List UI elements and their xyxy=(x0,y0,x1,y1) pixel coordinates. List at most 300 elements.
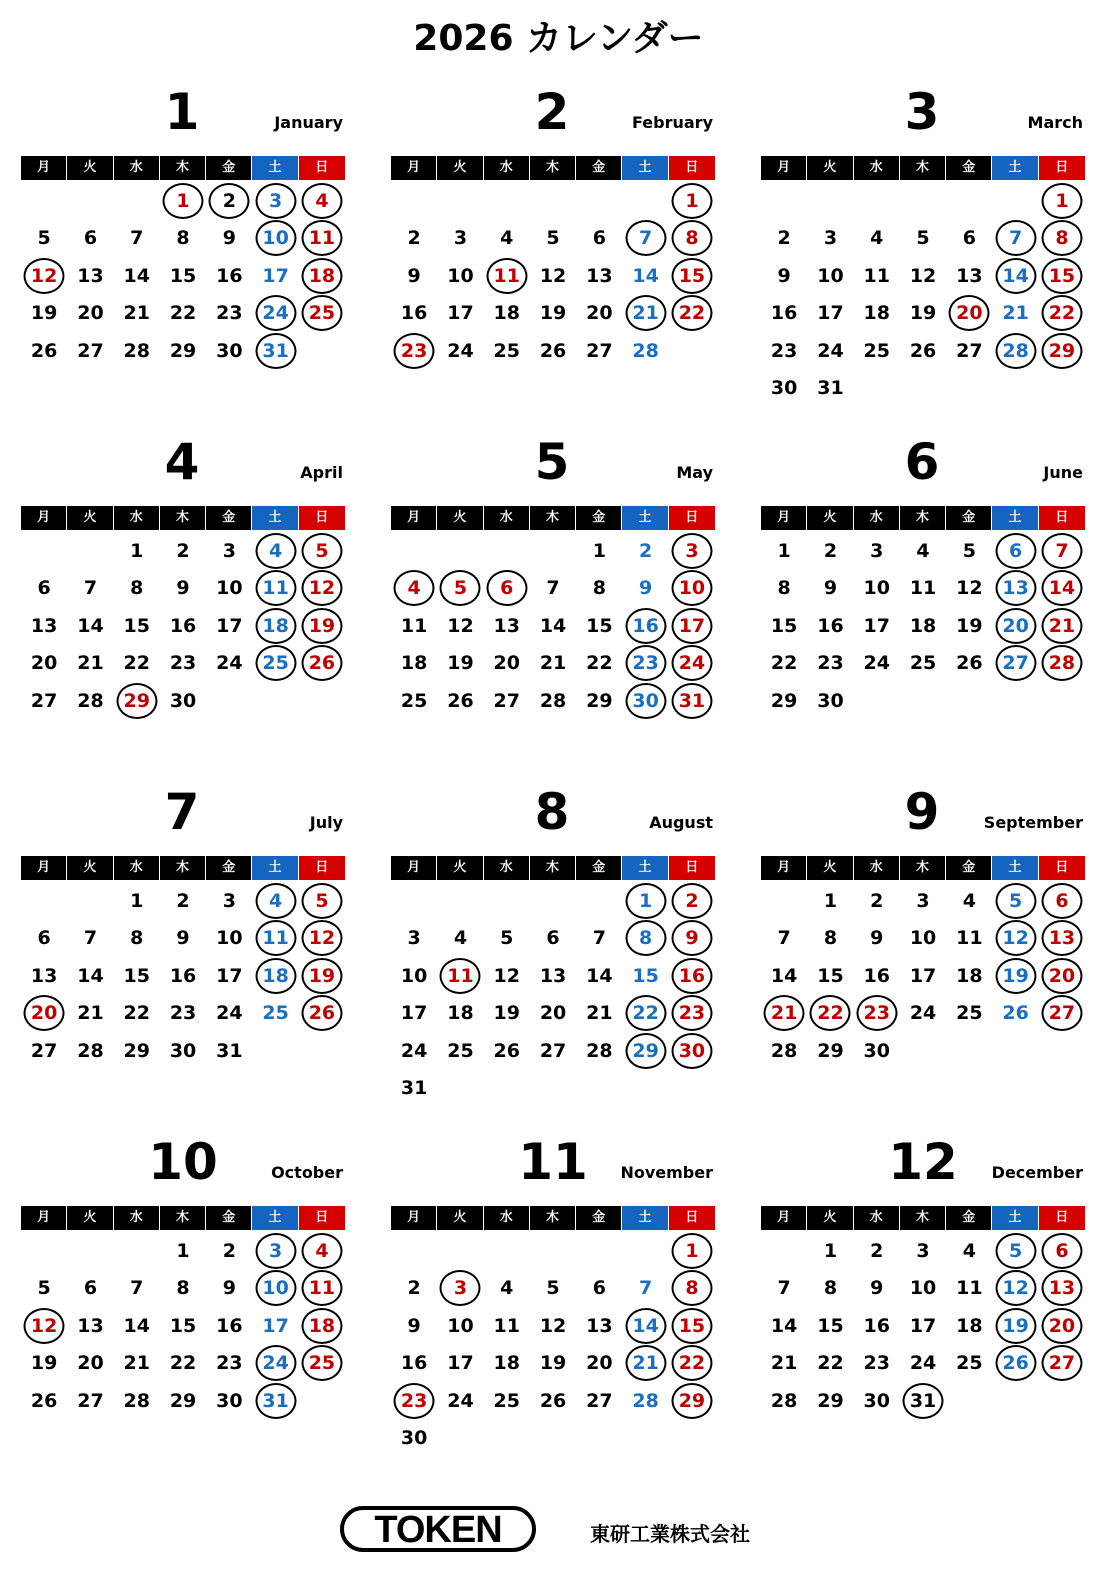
day-cell: 1 xyxy=(777,539,791,562)
day-cell: 16 xyxy=(863,964,890,987)
day-cell: 13 xyxy=(539,964,567,987)
day-cell: 16 xyxy=(622,607,668,645)
day-cell: 11 xyxy=(299,220,345,258)
empty-cell xyxy=(530,1232,576,1270)
weekday-2: 水 xyxy=(854,156,900,180)
empty-cell xyxy=(391,882,437,920)
weekday-4: 金 xyxy=(946,856,992,880)
day-cell: 23 xyxy=(854,995,900,1033)
day-cell: 3 xyxy=(823,227,838,250)
day-cell: 26 xyxy=(992,1345,1038,1383)
day-cell: 23 xyxy=(622,645,668,683)
day-cell: 11 xyxy=(909,577,937,600)
day-cell: 30 xyxy=(863,1039,890,1062)
day-cell: 3 xyxy=(870,539,884,562)
day-cell: 28 xyxy=(770,1389,798,1412)
day-cell: 13 xyxy=(1039,920,1085,958)
day-cell: 23 xyxy=(216,302,243,325)
day-cell: 5 xyxy=(546,227,560,250)
day-cell: 16 xyxy=(216,1314,243,1337)
day-cell: 13 xyxy=(586,1314,613,1337)
day-cell: 21 xyxy=(770,1352,798,1375)
weekday-4: 金 xyxy=(576,506,622,530)
day-cell: 1 xyxy=(622,882,668,920)
month-name: October xyxy=(271,1163,343,1182)
day-cell: 8 xyxy=(130,927,144,950)
day-cell: 10 xyxy=(252,1270,298,1308)
day-cell: 27 xyxy=(1039,1345,1085,1383)
day-cell: 17 xyxy=(817,302,844,325)
weekday-header xyxy=(391,1206,715,1230)
empty-cell xyxy=(484,1232,530,1270)
weekday-3: 木 xyxy=(160,156,206,180)
day-cell: 22 xyxy=(123,652,150,675)
day-cell: 4 xyxy=(391,570,437,608)
month-1 xyxy=(21,83,345,410)
page-title: 2026 カレンダー xyxy=(413,18,704,59)
day-cell: 4 xyxy=(252,532,298,570)
weekday-5: 土 xyxy=(622,156,668,180)
day-cell: 25 xyxy=(299,1345,345,1383)
day-cell: 3 xyxy=(437,1270,483,1308)
weekday-3: 木 xyxy=(530,1206,576,1230)
month-name: April xyxy=(300,463,343,482)
day-cell: 1 xyxy=(130,889,144,912)
day-cell: 28 xyxy=(123,1389,150,1412)
day-cell: 26 xyxy=(539,1389,567,1412)
weekday-6: 日 xyxy=(299,856,345,880)
empty-cell xyxy=(761,1232,807,1270)
empty-cell xyxy=(484,532,530,570)
day-cell: 18 xyxy=(252,957,298,995)
day-cell: 24 xyxy=(863,652,890,675)
empty-cell xyxy=(992,182,1038,220)
weekday-header xyxy=(21,1206,345,1230)
day-cell: 15 xyxy=(169,1314,197,1337)
day-cell: 6 xyxy=(592,1277,606,1300)
day-cell: 17 xyxy=(447,1352,474,1375)
day-cell: 18 xyxy=(299,257,345,295)
day-cell: 19 xyxy=(30,302,58,325)
empty-cell xyxy=(437,182,483,220)
weekday-5: 土 xyxy=(622,1206,668,1230)
day-cell: 27 xyxy=(493,689,520,712)
day-cell: 18 xyxy=(909,614,937,637)
weekday-4: 金 xyxy=(946,1206,992,1230)
day-cell: 8 xyxy=(823,927,838,950)
day-cell: 20 xyxy=(77,1352,104,1375)
day-cell: 11 xyxy=(863,264,890,287)
day-cell: 24 xyxy=(669,645,715,683)
month-name: November xyxy=(620,1163,713,1182)
day-cell: 10 xyxy=(216,577,243,600)
empty-cell xyxy=(576,882,622,920)
day-cell: 17 xyxy=(669,607,715,645)
day-cell: 2 xyxy=(407,1277,421,1300)
day-cell: 19 xyxy=(539,1352,567,1375)
day-cell: 30 xyxy=(400,1427,428,1450)
empty-cell xyxy=(484,182,530,220)
day-cell: 27 xyxy=(992,645,1038,683)
day-cell: 7 xyxy=(777,1277,791,1300)
day-cell: 17 xyxy=(216,614,243,637)
day-cell: 26 xyxy=(539,339,567,362)
day-cell: 12 xyxy=(909,264,937,287)
day-cell: 1 xyxy=(160,182,206,220)
day-cell: 26 xyxy=(299,645,345,683)
day-cell: 17 xyxy=(863,614,890,637)
weekday-header xyxy=(21,156,345,180)
month-number: 1 xyxy=(164,83,200,141)
weekday-3: 木 xyxy=(530,156,576,180)
weekday-header xyxy=(391,856,715,880)
day-cell: 24 xyxy=(216,1002,243,1025)
weekday-2: 水 xyxy=(484,1206,530,1230)
day-cell: 26 xyxy=(30,339,58,362)
day-cell: 15 xyxy=(123,614,150,637)
weekday-header xyxy=(21,506,345,530)
day-cell: 26 xyxy=(956,652,983,675)
day-cell: 29 xyxy=(123,1039,150,1062)
day-cell: 26 xyxy=(447,689,474,712)
day-cell: 12 xyxy=(539,1314,567,1337)
weekday-0: 月 xyxy=(761,156,807,180)
day-cell: 19 xyxy=(956,614,983,637)
weekday-0: 月 xyxy=(761,1206,807,1230)
day-cell: 12 xyxy=(299,570,345,608)
day-cell: 30 xyxy=(169,1039,197,1062)
day-cell: 23 xyxy=(169,652,197,675)
logo-text: TOKEN xyxy=(374,1509,502,1551)
day-cell: 28 xyxy=(77,689,104,712)
empty-cell xyxy=(391,182,437,220)
day-cell: 21 xyxy=(77,652,104,675)
day-cell: 23 xyxy=(391,1382,437,1420)
day-cell: 2 xyxy=(870,1239,884,1262)
day-cell: 14 xyxy=(632,264,659,287)
weekday-5: 土 xyxy=(252,1206,298,1230)
token-logo xyxy=(340,1504,536,1554)
month-number: 4 xyxy=(164,433,200,491)
day-cell: 3 xyxy=(916,1239,930,1262)
day-cell: 22 xyxy=(807,995,853,1033)
day-cell: 27 xyxy=(586,1389,613,1412)
empty-cell xyxy=(576,1232,622,1270)
day-cell: 18 xyxy=(493,1352,520,1375)
day-cell: 6 xyxy=(592,227,606,250)
day-cell: 29 xyxy=(169,1389,197,1412)
day-cell: 9 xyxy=(823,577,838,600)
month-6 xyxy=(761,433,1085,760)
weekday-1: 火 xyxy=(437,856,483,880)
month-name: August xyxy=(649,813,713,832)
day-cell: 3 xyxy=(453,227,468,250)
day-cell: 7 xyxy=(83,577,98,600)
day-cell: 27 xyxy=(77,339,104,362)
day-cell: 10 xyxy=(447,264,474,287)
month-name: December xyxy=(991,1163,1083,1182)
day-cell: 1 xyxy=(823,889,838,912)
day-cell: 25 xyxy=(863,339,890,362)
day-cell: 14 xyxy=(622,1307,668,1345)
day-cell: 30 xyxy=(216,339,243,362)
day-cell: 13 xyxy=(30,964,58,987)
day-cell: 13 xyxy=(586,264,613,287)
day-cell: 23 xyxy=(863,1352,890,1375)
day-cell: 7 xyxy=(777,927,791,950)
weekday-6: 日 xyxy=(299,156,345,180)
company-name: 東研工業株式会社 xyxy=(590,1522,750,1546)
day-cell: 9 xyxy=(639,577,653,600)
day-cell: 29 xyxy=(817,1389,844,1412)
day-cell: 19 xyxy=(992,1307,1038,1345)
empty-cell xyxy=(484,882,530,920)
day-cell: 20 xyxy=(1039,957,1085,995)
day-cell: 13 xyxy=(956,264,983,287)
day-cell: 22 xyxy=(169,1352,197,1375)
day-cell: 24 xyxy=(216,652,243,675)
month-number: 2 xyxy=(534,83,570,141)
day-cell: 17 xyxy=(262,1314,289,1337)
weekday-2: 水 xyxy=(114,856,160,880)
day-cell: 7 xyxy=(622,220,668,258)
month-3 xyxy=(761,83,1085,410)
day-cell: 22 xyxy=(1039,295,1085,333)
day-cell: 19 xyxy=(493,1002,520,1025)
day-cell: 28 xyxy=(1039,645,1085,683)
weekday-2: 水 xyxy=(114,156,160,180)
empty-cell xyxy=(437,882,483,920)
day-cell: 24 xyxy=(252,1345,298,1383)
day-cell: 4 xyxy=(299,182,345,220)
day-cell: 20 xyxy=(992,607,1038,645)
weekday-4: 金 xyxy=(946,156,992,180)
day-cell: 18 xyxy=(956,1314,983,1337)
day-cell: 5 xyxy=(37,227,51,250)
day-cell: 18 xyxy=(447,1002,474,1025)
weekday-6: 日 xyxy=(669,856,715,880)
day-cell: 21 xyxy=(77,1002,104,1025)
day-cell: 12 xyxy=(21,257,67,295)
day-cell: 13 xyxy=(992,570,1038,608)
month-name: September xyxy=(983,813,1083,832)
day-cell: 11 xyxy=(956,927,983,950)
day-cell: 25 xyxy=(909,652,937,675)
day-cell: 20 xyxy=(493,652,520,675)
day-cell: 2 xyxy=(777,227,791,250)
day-cell: 20 xyxy=(539,1002,567,1025)
day-cell: 15 xyxy=(817,1314,844,1337)
weekday-4: 金 xyxy=(206,156,252,180)
weekday-0: 月 xyxy=(21,156,67,180)
weekday-1: 火 xyxy=(807,856,853,880)
weekday-5: 土 xyxy=(252,156,298,180)
day-cell: 4 xyxy=(500,1277,514,1300)
day-cell: 23 xyxy=(391,332,437,370)
day-cell: 30 xyxy=(770,377,798,400)
day-cell: 24 xyxy=(909,1002,937,1025)
day-cell: 9 xyxy=(669,920,715,958)
weekday-2: 水 xyxy=(484,156,530,180)
weekday-5: 土 xyxy=(622,856,668,880)
day-cell: 29 xyxy=(669,1382,715,1420)
month-number: 10 xyxy=(148,1133,218,1191)
empty-cell xyxy=(21,882,67,920)
weekday-6: 日 xyxy=(299,506,345,530)
weekday-6: 日 xyxy=(1039,1206,1085,1230)
weekday-1: 火 xyxy=(807,1206,853,1230)
day-cell: 9 xyxy=(176,577,190,600)
weekday-2: 水 xyxy=(854,1206,900,1230)
footer xyxy=(0,1504,1117,1560)
day-cell: 13 xyxy=(77,1314,104,1337)
day-cell: 8 xyxy=(592,577,606,600)
day-grid xyxy=(21,1232,345,1420)
weekday-2: 水 xyxy=(484,506,530,530)
day-cell: 28 xyxy=(539,689,567,712)
weekday-5: 土 xyxy=(992,1206,1038,1230)
day-cell: 10 xyxy=(669,570,715,608)
weekday-0: 月 xyxy=(21,856,67,880)
empty-cell xyxy=(391,1232,437,1270)
day-cell: 22 xyxy=(169,302,197,325)
day-cell: 3 xyxy=(407,927,421,950)
day-grid xyxy=(761,882,1085,1070)
day-cell: 10 xyxy=(817,264,844,287)
day-cell: 28 xyxy=(770,1039,798,1062)
day-cell: 29 xyxy=(1039,332,1085,370)
day-cell: 9 xyxy=(176,927,190,950)
day-cell: 12 xyxy=(447,614,474,637)
empty-cell xyxy=(21,182,67,220)
day-cell: 20 xyxy=(1039,1307,1085,1345)
day-cell: 21 xyxy=(622,1345,668,1383)
day-cell: 17 xyxy=(447,302,474,325)
day-cell: 27 xyxy=(30,689,58,712)
empty-cell xyxy=(67,882,113,920)
day-cell: 7 xyxy=(83,927,98,950)
day-cell: 24 xyxy=(400,1039,428,1062)
day-grid xyxy=(391,882,715,1107)
day-cell: 14 xyxy=(539,614,567,637)
day-cell: 19 xyxy=(299,607,345,645)
day-cell: 28 xyxy=(992,332,1038,370)
empty-cell xyxy=(21,532,67,570)
day-cell: 13 xyxy=(30,614,58,637)
day-cell: 29 xyxy=(586,689,613,712)
day-cell: 21 xyxy=(123,1352,150,1375)
day-cell: 29 xyxy=(114,682,160,720)
day-cell: 13 xyxy=(1039,1270,1085,1308)
day-cell: 29 xyxy=(622,1032,668,1070)
empty-cell xyxy=(21,1232,67,1270)
day-cell: 22 xyxy=(669,1345,715,1383)
day-cell: 10 xyxy=(909,1277,937,1300)
day-cell: 27 xyxy=(539,1039,567,1062)
day-cell: 20 xyxy=(946,295,992,333)
day-cell: 5 xyxy=(437,570,483,608)
weekday-3: 木 xyxy=(530,506,576,530)
weekday-0: 月 xyxy=(391,1206,437,1230)
day-cell: 20 xyxy=(30,652,58,675)
day-cell: 31 xyxy=(900,1382,946,1420)
day-cell: 24 xyxy=(447,339,474,362)
day-cell: 23 xyxy=(169,1002,197,1025)
day-cell: 19 xyxy=(539,302,567,325)
weekday-4: 金 xyxy=(206,506,252,530)
day-cell: 12 xyxy=(992,1270,1038,1308)
day-cell: 13 xyxy=(493,614,520,637)
empty-cell xyxy=(530,532,576,570)
weekday-4: 金 xyxy=(206,856,252,880)
weekday-2: 水 xyxy=(114,506,160,530)
day-grid xyxy=(761,532,1085,720)
day-grid xyxy=(21,532,345,720)
day-cell: 23 xyxy=(817,652,844,675)
weekday-2: 水 xyxy=(484,856,530,880)
day-cell: 12 xyxy=(956,577,983,600)
empty-cell xyxy=(114,1232,160,1270)
day-cell: 10 xyxy=(909,927,937,950)
day-cell: 1 xyxy=(592,539,606,562)
day-cell: 30 xyxy=(817,689,844,712)
weekday-2: 水 xyxy=(114,1206,160,1230)
day-cell: 7 xyxy=(130,227,144,250)
weekday-0: 月 xyxy=(391,506,437,530)
day-cell: 8 xyxy=(777,577,791,600)
month-12 xyxy=(761,1133,1085,1460)
month-2 xyxy=(391,83,715,410)
day-cell: 12 xyxy=(493,964,520,987)
day-cell: 25 xyxy=(956,1002,983,1025)
day-cell: 7 xyxy=(1039,532,1085,570)
day-cell: 10 xyxy=(252,220,298,258)
day-cell: 9 xyxy=(222,1277,236,1300)
day-cell: 14 xyxy=(770,1314,798,1337)
day-cell: 16 xyxy=(169,964,197,987)
day-cell: 25 xyxy=(447,1039,474,1062)
day-cell: 22 xyxy=(770,652,798,675)
day-cell: 22 xyxy=(123,1002,150,1025)
day-cell: 4 xyxy=(870,227,884,250)
day-cell: 14 xyxy=(77,614,104,637)
day-cell: 15 xyxy=(586,614,613,637)
day-cell: 30 xyxy=(669,1032,715,1070)
day-cell: 6 xyxy=(962,227,976,250)
weekday-3: 木 xyxy=(160,1206,206,1230)
weekday-6: 日 xyxy=(1039,506,1085,530)
day-cell: 20 xyxy=(77,302,104,325)
day-cell: 1 xyxy=(130,539,144,562)
day-cell: 11 xyxy=(299,1270,345,1308)
day-cell: 23 xyxy=(770,339,798,362)
month-number: 3 xyxy=(904,83,940,141)
day-cell: 7 xyxy=(639,1277,653,1300)
weekday-6: 日 xyxy=(1039,856,1085,880)
day-cell: 6 xyxy=(37,927,51,950)
day-grid xyxy=(761,1232,1085,1420)
day-cell: 7 xyxy=(130,1277,144,1300)
weekday-6: 日 xyxy=(1039,156,1085,180)
day-cell: 15 xyxy=(817,964,844,987)
weekday-4: 金 xyxy=(946,506,992,530)
day-cell: 31 xyxy=(216,1039,243,1062)
empty-cell xyxy=(761,882,807,920)
day-cell: 16 xyxy=(770,302,798,325)
day-cell: 27 xyxy=(586,339,613,362)
day-cell: 6 xyxy=(992,532,1038,570)
weekday-0: 月 xyxy=(761,856,807,880)
